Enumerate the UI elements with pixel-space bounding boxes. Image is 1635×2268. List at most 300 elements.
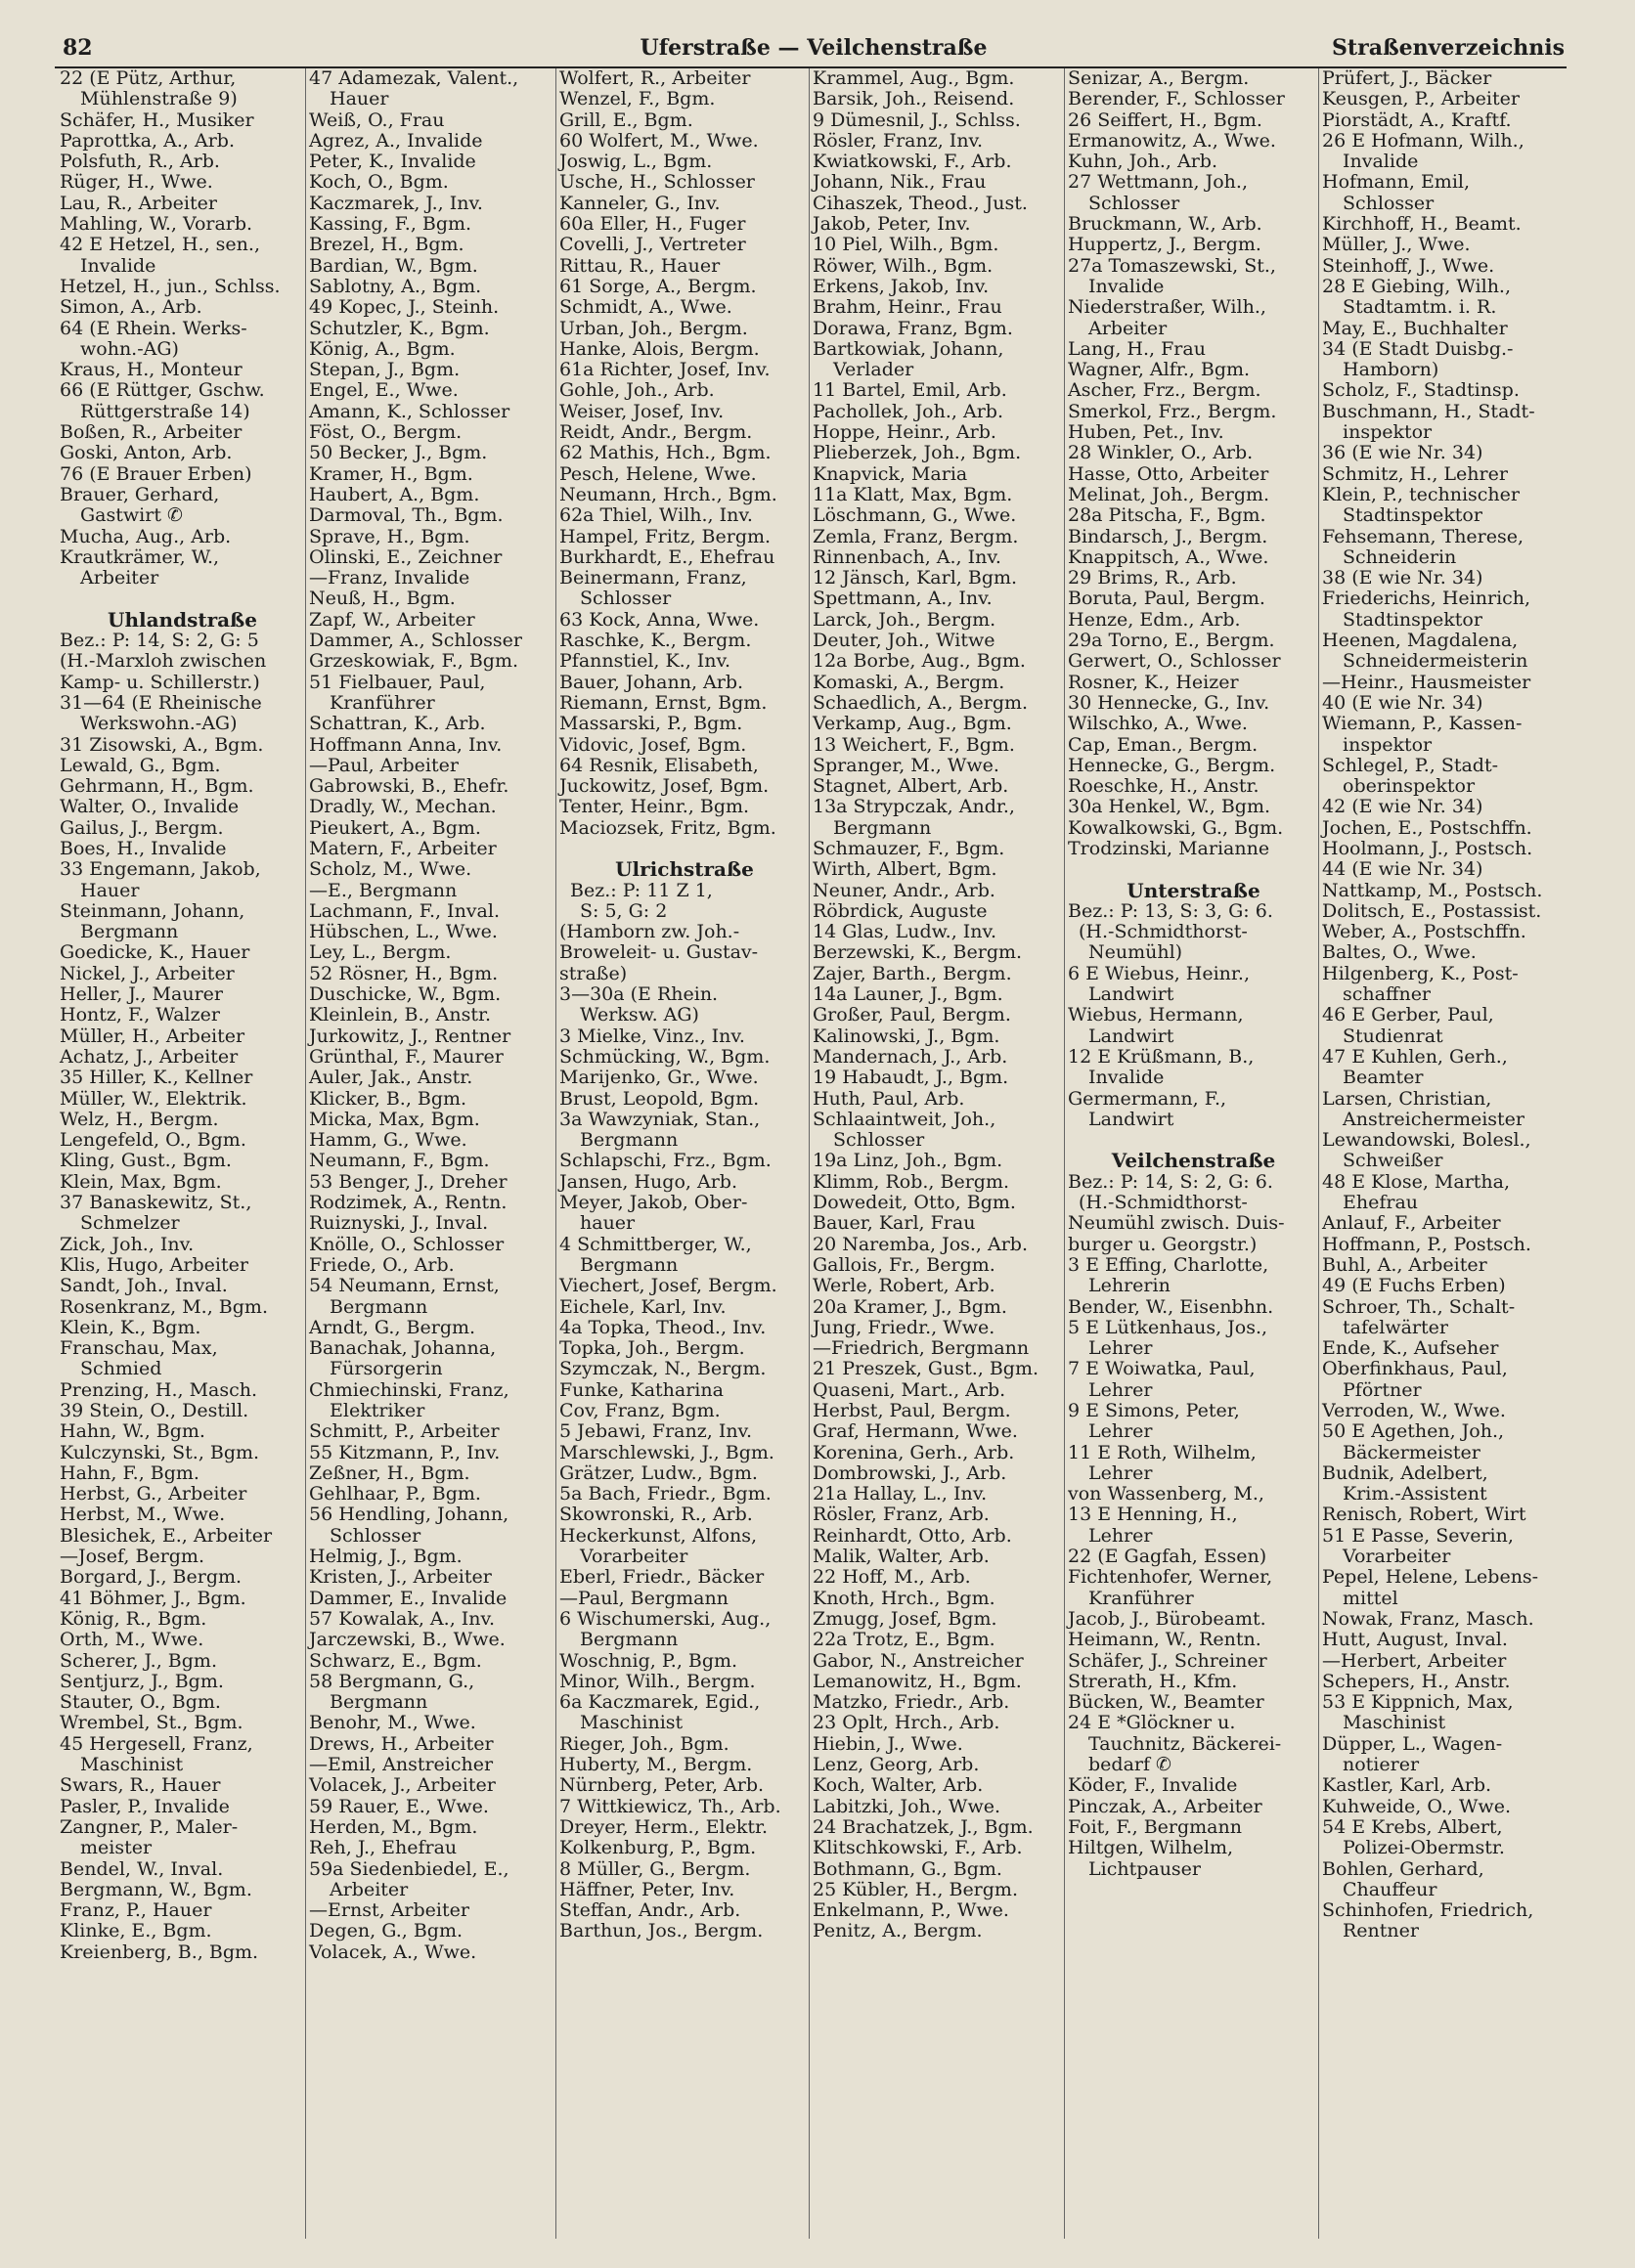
directory-entry: 49 Kopec, J., Steinh. bbox=[309, 297, 500, 319]
directory-entry: Friede, O., Arb. bbox=[309, 1254, 455, 1276]
directory-entry: Niederstraßer, Wilh., bbox=[1068, 297, 1266, 319]
directory-entry: Schlaaintweit, Joh., bbox=[813, 1109, 996, 1130]
directory-entry: Dolitsch, E., Postassist. bbox=[1322, 900, 1542, 922]
directory-entry: Gallois, Fr., Bergm. bbox=[813, 1254, 995, 1276]
directory-entry: Lehrer bbox=[1088, 1338, 1153, 1360]
directory-entry: 28a Pitscha, F., Bgm. bbox=[1068, 505, 1266, 527]
directory-entry: Klein, Max, Bgm. bbox=[60, 1171, 222, 1193]
directory-entry: Hontz, F., Walzer bbox=[60, 1005, 220, 1026]
directory-entry: Kramer, H., Bgm. bbox=[309, 463, 473, 485]
directory-entry: Wiemann, P., Kassen- bbox=[1322, 714, 1523, 735]
directory-entry: Pasler, P., Invalide bbox=[60, 1796, 230, 1817]
directory-entry: Kulczynski, St., Bgm. bbox=[60, 1442, 260, 1463]
directory-entry: 14a Launer, J., Bgm. bbox=[813, 984, 1003, 1006]
directory-entry: Rinnenbach, A., Inv. bbox=[813, 546, 1001, 568]
directory-entry: Scholz, M., Wwe. bbox=[309, 859, 472, 881]
directory-entry: Trodzinski, Marianne bbox=[1068, 838, 1270, 859]
directory-entry: Schlosser bbox=[330, 1525, 421, 1547]
directory-entry: Lehrer bbox=[1088, 1525, 1153, 1547]
directory-entry: —Ernst, Arbeiter bbox=[309, 1900, 469, 1922]
directory-entry: Matzko, Friedr., Arb. bbox=[813, 1692, 1010, 1714]
directory-entry: (H.-Schmidthorst- bbox=[1079, 922, 1248, 943]
directory-entry: Schmauzer, F., Bgm. bbox=[813, 838, 1005, 859]
directory-entry: Lehrer bbox=[1088, 1421, 1153, 1443]
directory-entry: Eberl, Friedr., Bäcker bbox=[559, 1567, 765, 1589]
directory-entry: —Franz, Invalide bbox=[309, 568, 470, 589]
directory-entry: burger u. Georgstr.) bbox=[1068, 1234, 1258, 1255]
directory-entry: Schlosser bbox=[1343, 193, 1435, 214]
directory-entry: Föst, O., Bergm. bbox=[309, 422, 463, 444]
directory-entry: Riemann, Ernst, Bgm. bbox=[559, 692, 768, 714]
directory-entry: Jung, Friedr., Wwe. bbox=[813, 1317, 995, 1338]
directory-entry: Paprottka, A., Arb. bbox=[60, 130, 235, 152]
directory-entry: Bergmann bbox=[580, 1130, 679, 1152]
directory-entry: Juckowitz, Josef, Bgm. bbox=[559, 776, 770, 798]
directory-entry: 31 Zisowski, A., Bgm. bbox=[60, 734, 264, 756]
directory-entry: Lang, H., Frau bbox=[1068, 338, 1206, 360]
directory-entry: Hamborn) bbox=[1343, 360, 1439, 381]
directory-entry: Hutt, August, Inval. bbox=[1322, 1630, 1508, 1651]
directory-entry: Jarczewski, B., Wwe. bbox=[309, 1630, 506, 1651]
directory-entry: Großer, Paul, Bergm. bbox=[813, 1005, 1011, 1026]
directory-entry: meister bbox=[80, 1838, 153, 1859]
directory-entry: Hübschen, L., Wwe. bbox=[309, 922, 498, 943]
directory-entry: Beamter bbox=[1343, 1068, 1424, 1089]
directory-entry: Kanneler, G., Inv. bbox=[559, 193, 721, 214]
directory-entry: 26 E Hofmann, Wilh., bbox=[1322, 130, 1525, 152]
directory-entry: Boruta, Paul, Bergm. bbox=[1068, 589, 1265, 610]
directory-entry: Hahn, F., Bgm. bbox=[60, 1462, 199, 1484]
directory-entry: Sablotny, A., Bgm. bbox=[309, 276, 482, 297]
directory-entry: Bendel, W., Inval. bbox=[60, 1858, 224, 1880]
directory-entry: Neumann, F., Bgm. bbox=[309, 1151, 490, 1172]
directory-entry: 36 (E wie Nr. 34) bbox=[1322, 443, 1483, 464]
directory-entry: Arbeiter bbox=[330, 1879, 409, 1900]
directory-entry: 20 Naremba, Jos., Arb. bbox=[813, 1234, 1029, 1255]
directory-entry: Rösler, Franz, Inv. bbox=[813, 130, 984, 152]
directory-entry: Bergmann bbox=[833, 817, 932, 839]
directory-entry: Darmoval, Th., Bgm. bbox=[309, 505, 504, 527]
directory-entry: Rüttgerstraße 14) bbox=[80, 401, 250, 422]
directory-entry: von Wassenberg, M., bbox=[1068, 1484, 1264, 1505]
directory-entry: Schäfer, J., Schreiner bbox=[1068, 1650, 1267, 1672]
directory-entry: Goedicke, K., Hauer bbox=[60, 942, 250, 964]
directory-entry: Welz, H., Bergm. bbox=[60, 1109, 219, 1130]
directory-entry: Meyer, Jakob, Ober- bbox=[559, 1193, 748, 1214]
directory-entry: 58 Bergmann, G., bbox=[309, 1671, 475, 1692]
directory-entry: Knapvick, Maria bbox=[813, 463, 968, 485]
directory-entry: 54 Neumann, Ernst, bbox=[309, 1276, 500, 1297]
directory-entry: Boßen, R., Arbeiter bbox=[60, 422, 243, 444]
directory-entry: Jurkowitz, J., Rentner bbox=[309, 1025, 511, 1047]
directory-entry: Heenen, Magdalena, bbox=[1322, 631, 1519, 652]
directory-entry: Wagner, Alfr., Bgm. bbox=[1068, 360, 1251, 381]
directory-entry: Heimann, W., Rentn. bbox=[1068, 1630, 1261, 1651]
directory-entry: Bruckmann, W., Arb. bbox=[1068, 214, 1262, 236]
directory-entry: Neumühl) bbox=[1088, 942, 1183, 964]
directory-entry: Volacek, J., Arbeiter bbox=[309, 1775, 496, 1797]
directory-entry: Kling, Gust., Bgm. bbox=[60, 1151, 232, 1172]
directory-entry: Stagnet, Albert, Arb. bbox=[813, 776, 1009, 798]
directory-entry: Lehrer bbox=[1088, 1462, 1153, 1484]
directory-entry: Arndt, G., Bergm. bbox=[309, 1317, 476, 1338]
directory-entry: Grzeskowiak, F., Bgm. bbox=[309, 651, 519, 673]
directory-entry: Jochen, E., Postschffn. bbox=[1322, 817, 1532, 839]
directory-entry: Pfannstiel, K., Inv. bbox=[559, 651, 731, 673]
directory-entry: Bardian, W., Bgm. bbox=[309, 255, 478, 277]
directory-entry: Peter, K., Invalide bbox=[309, 152, 476, 173]
directory-entry: Ascher, Frz., Bergm. bbox=[1068, 380, 1261, 402]
directory-entry: Drews, H., Arbeiter bbox=[309, 1733, 494, 1755]
directory-entry: Henze, Edm., Arb. bbox=[1068, 609, 1241, 631]
directory-entry: Broweleit- u. Gustav- bbox=[559, 942, 759, 964]
directory-entry: Spranger, M., Wwe. bbox=[813, 755, 999, 776]
directory-entry: Schinhofen, Friedrich, bbox=[1322, 1900, 1534, 1922]
directory-entry: Marschlewski, J., Bgm. bbox=[559, 1442, 774, 1463]
directory-entry: Schroer, Th., Schalt- bbox=[1322, 1296, 1516, 1318]
directory-entry: Koch, O., Bgm. bbox=[309, 172, 449, 194]
directory-entry: Müller, H., Arbeiter bbox=[60, 1025, 245, 1047]
directory-entry: Smerkol, Frz., Bergm. bbox=[1068, 401, 1277, 422]
directory-entry: 21 Preszek, Gust., Bgm. bbox=[813, 1359, 1039, 1380]
directory-entry: Banachak, Johanna, bbox=[309, 1338, 497, 1360]
section-title: Straßenverzeichnis bbox=[1332, 35, 1565, 61]
directory-entry: 30a Henkel, W., Bgm. bbox=[1068, 797, 1271, 818]
directory-entry: 60 Wolfert, M., Wwe. bbox=[559, 130, 759, 152]
directory-entry: wohn.-AG) bbox=[80, 338, 179, 360]
directory-entry: Mucha, Aug., Arb. bbox=[60, 526, 232, 547]
directory-entry: Verlader bbox=[833, 360, 914, 381]
directory-entry: Ley, L., Bergm. bbox=[309, 942, 452, 964]
directory-entry: Wolfert, R., Arbeiter bbox=[559, 68, 751, 89]
directory-entry: Franschau, Max, bbox=[60, 1338, 218, 1360]
directory-entry: hauer bbox=[580, 1213, 636, 1235]
page-number: 82 bbox=[63, 35, 93, 61]
directory-entry: Larck, Joh., Bergm. bbox=[813, 609, 996, 631]
directory-entry: —Paul, Bergmann bbox=[559, 1588, 729, 1609]
directory-entry: Schmied bbox=[80, 1359, 162, 1380]
directory-entry: Lachmann, F., Inval. bbox=[309, 900, 500, 922]
directory-entry: 9 E Simons, Peter, bbox=[1068, 1401, 1240, 1421]
directory-entry: Sandt, Joh., Inval. bbox=[60, 1276, 228, 1297]
directory-entry: 49 (E Fuchs Erben) bbox=[1322, 1276, 1506, 1297]
directory-entry: Enkelmann, P., Wwe. bbox=[813, 1900, 1009, 1922]
street-heading: Uhlandstraße bbox=[108, 609, 257, 632]
directory-entry: Quaseni, Mart., Arb. bbox=[813, 1379, 1006, 1401]
directory-entry: Joswig, L., Bgm. bbox=[559, 152, 713, 173]
directory-entry: Düpper, L., Wagen- bbox=[1322, 1733, 1503, 1755]
directory-entry: Erkens, Jakob, Inv. bbox=[813, 276, 990, 297]
directory-entry: Skowronski, R., Arb. bbox=[559, 1505, 753, 1526]
directory-entry: 6 Wischumerski, Aug., bbox=[559, 1608, 772, 1630]
directory-entry: 50 Becker, J., Bgm. bbox=[309, 443, 488, 464]
directory-entry: 22 Hoff, M., Arb. bbox=[813, 1567, 971, 1589]
directory-entry: 22a Trotz, E., Bgm. bbox=[813, 1630, 995, 1651]
directory-entry: 52 Rösner, H., Bgm. bbox=[309, 963, 499, 984]
directory-entry: Wrembel, St., Bgm. bbox=[60, 1713, 243, 1734]
directory-entry: Scholz, F., Stadtinsp. bbox=[1322, 380, 1520, 402]
directory-entry: Barsik, Joh., Reisend. bbox=[813, 89, 1015, 110]
directory-entry: Heckerkunst, Alfons, bbox=[559, 1525, 758, 1547]
directory-entry: Komaski, A., Bergm. bbox=[813, 672, 1005, 693]
directory-entry: 21a Hallay, L., Inv. bbox=[813, 1484, 988, 1505]
directory-entry: Simon, A., Arb. bbox=[60, 297, 202, 319]
directory-entry: Lemanowitz, H., Bgm. bbox=[813, 1671, 1022, 1692]
spacer bbox=[556, 839, 810, 859]
directory-entry: Minor, Wilh., Bergm. bbox=[559, 1671, 756, 1692]
directory-entry: notierer bbox=[1343, 1755, 1420, 1776]
directory-entry: Bauer, Johann, Arb. bbox=[559, 672, 744, 693]
directory-entry: Szymczak, N., Bergm. bbox=[559, 1359, 767, 1380]
directory-entry: Beinermann, Franz, bbox=[559, 568, 747, 589]
directory-entry: Kristen, J., Arbeiter bbox=[309, 1567, 492, 1589]
directory-entry: Dorawa, Franz, Bgm. bbox=[813, 318, 1013, 339]
directory-entry: Kirchhoff, H., Beamt. bbox=[1322, 214, 1522, 236]
directory-entry: 61a Richter, Josef, Inv. bbox=[559, 360, 771, 381]
directory-entry: Verkamp, Aug., Bgm. bbox=[813, 714, 1012, 735]
directory-entry: Maschinist bbox=[580, 1713, 684, 1734]
directory-entry: Achatz, J., Arbeiter bbox=[60, 1046, 239, 1068]
directory-entry: Schaedlich, A., Bergm. bbox=[813, 692, 1029, 714]
directory-entry: 48 E Klose, Martha, bbox=[1322, 1171, 1511, 1193]
directory-entry: Schlapschi, Frz., Bgm. bbox=[559, 1151, 772, 1172]
directory-entry: Verroden, W., Wwe. bbox=[1322, 1401, 1506, 1421]
directory-entry: 19 Habaudt, J., Bgm. bbox=[813, 1068, 1009, 1089]
directory-entry: Huberty, M., Bergm. bbox=[559, 1755, 753, 1776]
directory-entry: schaffner bbox=[1343, 984, 1432, 1006]
directory-entry: Schneidermeisterin bbox=[1343, 651, 1528, 673]
directory-entry: Rieger, Joh., Bgm. bbox=[559, 1733, 729, 1755]
directory-entry: Kalinowski, J., Bgm. bbox=[813, 1025, 1000, 1047]
directory-entry: 6 E Wiebus, Heinr., bbox=[1068, 963, 1250, 984]
spacer bbox=[57, 589, 305, 609]
directory-entry: 13 E Henning, H., bbox=[1068, 1505, 1238, 1526]
directory-entry: —Emil, Anstreicher bbox=[309, 1755, 494, 1776]
directory-entry: Kolkenburg, P., Bgm. bbox=[559, 1838, 757, 1859]
directory-entry: Dowedeit, Otto, Bgm. bbox=[813, 1193, 1016, 1214]
directory-entry: Bergmann bbox=[580, 1630, 679, 1651]
spacer bbox=[1065, 1130, 1319, 1151]
directory-entry: Malik, Walter, Arb. bbox=[813, 1547, 990, 1568]
directory-entry: Schepers, H., Anstr. bbox=[1322, 1671, 1511, 1692]
directory-entry: Rentner bbox=[1343, 1921, 1419, 1942]
directory-entry: Korenina, Gerh., Arb. bbox=[813, 1442, 1015, 1463]
directory-entry: Schmelzer bbox=[80, 1213, 180, 1235]
directory-entry: 44 (E wie Nr. 34) bbox=[1322, 859, 1483, 881]
directory-entry: Stepan, J., Bgm. bbox=[309, 360, 461, 381]
directory-entry: Sentjurz, J., Bgm. bbox=[60, 1671, 224, 1692]
directory-entry: Duschicke, W., Bgm. bbox=[309, 984, 502, 1006]
directory-entry: Klitschkowski, F., Arb. bbox=[813, 1838, 1023, 1859]
directory-entry: Gailus, J., Bergm. bbox=[60, 817, 224, 839]
directory-entry: Borgard, J., Bergm. bbox=[60, 1567, 243, 1589]
directory-entry: Bergmann, W., Bgm. bbox=[60, 1879, 252, 1900]
directory-entry: Sprave, H., Bgm. bbox=[309, 526, 470, 547]
directory-entry: Ermanowitz, A., Wwe. bbox=[1068, 130, 1276, 152]
directory-entry: Viechert, Josef, Bergm. bbox=[559, 1276, 777, 1297]
directory-entry: Wenzel, F., Bgm. bbox=[559, 89, 716, 110]
directory-entry: Herbst, M., Wwe. bbox=[60, 1505, 226, 1526]
directory-entry: Krammel, Aug., Bgm. bbox=[813, 68, 1015, 89]
directory-entry: 24 Brachatzek, J., Bgm. bbox=[813, 1816, 1034, 1838]
directory-entry: 3—30a (E Rhein. bbox=[559, 984, 719, 1006]
directory-entry: Bez.: P: 13, S: 3, G: 6. bbox=[1068, 900, 1273, 922]
directory-entry: Walter, O., Invalide bbox=[60, 797, 240, 818]
directory-entry: 29a Torno, E., Bergm. bbox=[1068, 631, 1275, 652]
directory-entry: Kassing, F., Bgm. bbox=[309, 214, 472, 236]
directory-entry: Franz, P., Hauer bbox=[60, 1900, 212, 1922]
directory-entry: Heller, J., Maurer bbox=[60, 984, 223, 1006]
directory-entry: Lehrerin bbox=[1088, 1276, 1171, 1297]
directory-entry: König, A., Bgm. bbox=[309, 338, 456, 360]
directory-entry: Schmidt, A., Wwe. bbox=[559, 297, 732, 319]
directory-entry: Pinczak, A., Arbeiter bbox=[1068, 1796, 1262, 1817]
directory-entry: Deuter, Joh., Witwe bbox=[813, 631, 995, 652]
directory-entry: Mühlenstraße 9) bbox=[80, 89, 238, 110]
directory-entry: Chauffeur bbox=[1343, 1879, 1437, 1900]
directory-entry: Gerwert, O., Schlosser bbox=[1068, 651, 1281, 673]
directory-entry: Polizei-Obermstr. bbox=[1343, 1838, 1505, 1859]
directory-entry: 7 Wittkiewicz, Th., Arb. bbox=[559, 1796, 781, 1817]
directory-entry: 31—64 (E Rheinische bbox=[60, 692, 262, 714]
directory-entry: Cap, Eman., Bergm. bbox=[1068, 734, 1259, 756]
directory-entry: Pförtner bbox=[1343, 1379, 1422, 1401]
directory-entry: Herbst, Paul, Bergm. bbox=[813, 1401, 1011, 1421]
directory-entry: 53 Benger, J., Dreher bbox=[309, 1171, 508, 1193]
directory-entry: Bergmann bbox=[330, 1692, 428, 1714]
directory-entry: 11a Klatt, Max, Bgm. bbox=[813, 484, 1013, 505]
directory-entry: Rosner, K., Heizer bbox=[1068, 672, 1239, 693]
directory-entry: Agrez, A., Invalide bbox=[309, 130, 483, 152]
directory-entry: Kuhweide, O., Wwe. bbox=[1322, 1796, 1511, 1817]
directory-entry: Zmugg, Josef, Bgm. bbox=[813, 1608, 997, 1630]
directory-entry: Nattkamp, M., Postsch. bbox=[1322, 880, 1543, 901]
directory-entry: Schutzler, K., Bgm. bbox=[309, 318, 490, 339]
directory-entry: Invalide bbox=[80, 255, 156, 277]
directory-entry: Blesichek, E., Arbeiter bbox=[60, 1525, 273, 1547]
page-header bbox=[63, 35, 1565, 68]
directory-entry: Kamp- u. Schillerstr.) bbox=[60, 672, 260, 693]
directory-entry: 29 Brims, R., Arb. bbox=[1068, 568, 1237, 589]
directory-entry: 47 Adamezak, Valent., bbox=[309, 68, 519, 89]
directory-entry: 51 E Passe, Severin, bbox=[1322, 1525, 1514, 1547]
directory-entry: 53 E Kippnich, Max, bbox=[1322, 1692, 1514, 1714]
directory-entry: Kleinlein, B., Anstr. bbox=[309, 1005, 492, 1026]
directory-entry: Mahling, W., Vorarb. bbox=[60, 214, 253, 236]
directory-entry: 59 Rauer, E., Wwe. bbox=[309, 1796, 489, 1817]
directory-entry: 6a Kaczmarek, Egid., bbox=[559, 1692, 761, 1714]
directory-entry: Boes, H., Invalide bbox=[60, 838, 227, 859]
directory-entry: Olinski, E., Zeichner bbox=[309, 546, 503, 568]
directory-entry: 28 Winkler, O., Arb. bbox=[1068, 443, 1254, 464]
directory-entry: Lengefeld, O., Bgm. bbox=[60, 1130, 246, 1152]
directory-entry: Bauer, Karl, Frau bbox=[813, 1213, 976, 1235]
directory-column-4 bbox=[809, 68, 1065, 2239]
directory-entry: 3 E Effing, Charlotte, bbox=[1068, 1254, 1269, 1276]
directory-entry: Hiltgen, Wilhelm, bbox=[1068, 1838, 1234, 1859]
directory-columns bbox=[57, 68, 1565, 2239]
directory-entry: Dammer, E., Invalide bbox=[309, 1588, 508, 1609]
directory-entry: 33 Engemann, Jakob, bbox=[60, 859, 261, 881]
directory-entry: Hennecke, G., Bergm. bbox=[1068, 755, 1276, 776]
directory-entry: Anlauf, F., Arbeiter bbox=[1322, 1213, 1501, 1235]
directory-entry: 64 Resnik, Elisabeth, bbox=[559, 755, 759, 776]
directory-entry: Steinmann, Johann, bbox=[60, 900, 245, 922]
directory-entry: Spettmann, A., Inv. bbox=[813, 589, 993, 610]
directory-entry: Neumühl zwisch. Duis- bbox=[1068, 1213, 1285, 1235]
directory-entry: 50 E Agethen, Joh., bbox=[1322, 1421, 1505, 1443]
directory-entry: 27 Wettmann, Joh., bbox=[1068, 172, 1248, 194]
directory-entry: Schweißer bbox=[1343, 1151, 1443, 1172]
directory-entry: 45 Hergesell, Franz, bbox=[60, 1733, 253, 1755]
directory-entry: Arbeiter bbox=[1088, 318, 1168, 339]
directory-entry: Dombrowski, J., Arb. bbox=[813, 1462, 1007, 1484]
directory-column-3 bbox=[555, 68, 810, 2239]
directory-entry: Häffner, Peter, Inv. bbox=[559, 1879, 735, 1900]
directory-entry: Swars, R., Hauer bbox=[60, 1775, 221, 1797]
directory-entry: 34 (E Stadt Duisbg.- bbox=[1322, 338, 1514, 360]
directory-entry: 22 (E Pütz, Arthur, bbox=[60, 68, 237, 89]
directory-entry: Engel, E., Wwe. bbox=[309, 380, 459, 402]
directory-entry: Urban, Joh., Bergm. bbox=[559, 318, 748, 339]
directory-entry: 26 Seiffert, H., Bgm. bbox=[1068, 109, 1262, 131]
directory-entry: 61 Sorge, A., Bergm. bbox=[559, 276, 757, 297]
directory-entry: Schwarz, E., Bgm. bbox=[309, 1650, 482, 1672]
directory-entry: Dreyer, Herm., Elektr. bbox=[559, 1816, 769, 1838]
directory-entry: Scherer, J., Bgm. bbox=[60, 1650, 217, 1672]
directory-entry: Gastwirt ✆ bbox=[80, 505, 183, 527]
directory-entry: Vidovic, Josef, Bgm. bbox=[559, 734, 747, 756]
directory-entry: Budnik, Adelbert, bbox=[1322, 1462, 1488, 1484]
directory-column-2 bbox=[305, 68, 556, 2239]
directory-entry: Penitz, A., Bergm. bbox=[813, 1921, 983, 1942]
directory-entry: 23 Oplt, Hrch., Arb. bbox=[813, 1713, 1000, 1734]
directory-column-1 bbox=[57, 68, 305, 2239]
directory-entry: 62 Mathis, Hch., Bgm. bbox=[559, 443, 772, 464]
street-heading: Veilchenstraße bbox=[1111, 1151, 1276, 1172]
directory-entry: Bohlen, Gerhard, bbox=[1322, 1858, 1484, 1880]
directory-entry: Zapf, W., Arbeiter bbox=[309, 609, 475, 631]
directory-entry: Pieukert, A., Bgm. bbox=[309, 817, 481, 839]
directory-entry: 20a Kramer, J., Bgm. bbox=[813, 1296, 1007, 1318]
directory-entry: Degen, G., Bgm. bbox=[309, 1921, 464, 1942]
directory-entry: Hampel, Fritz, Bergm. bbox=[559, 526, 772, 547]
directory-entry: Steffan, Andr., Arb. bbox=[559, 1900, 741, 1922]
directory-entry: Stadtinspektor bbox=[1343, 505, 1482, 527]
directory-entry: Landwirt bbox=[1088, 1109, 1174, 1130]
directory-entry: Klimm, Rob., Bergm. bbox=[813, 1171, 1009, 1193]
directory-entry: Renisch, Robert, Wirt bbox=[1322, 1505, 1526, 1526]
directory-entry: 3a Wawzyniak, Stan., bbox=[559, 1109, 761, 1130]
directory-entry: 56 Hendling, Johann, bbox=[309, 1505, 509, 1526]
directory-entry: Larsen, Christian, bbox=[1322, 1088, 1492, 1110]
directory-entry: Helmig, J., Bgm. bbox=[309, 1547, 463, 1568]
directory-entry: Gohle, Joh., Arb. bbox=[559, 380, 715, 402]
directory-entry: Stadtinspektor bbox=[1343, 609, 1482, 631]
directory-entry: Raschke, K., Bergm. bbox=[559, 631, 752, 652]
directory-entry: Herbst, G., Arbeiter bbox=[60, 1484, 247, 1505]
directory-entry: Kreienberg, B., Bgm. bbox=[60, 1941, 259, 1963]
directory-entry: Weiser, Josef, Inv. bbox=[559, 401, 725, 422]
directory-entry: Bez.: P: 11 Z 1, bbox=[570, 880, 713, 901]
directory-entry: Maciozsek, Fritz, Bgm. bbox=[559, 817, 776, 839]
directory-entry: Pachollek, Joh., Arb. bbox=[813, 401, 1003, 422]
directory-entry: 11 Bartel, Emil, Arb. bbox=[813, 380, 1007, 402]
directory-entry: Nickel, J., Arbeiter bbox=[60, 963, 235, 984]
directory-entry: Nowak, Franz, Masch. bbox=[1322, 1608, 1534, 1630]
directory-entry: —Herbert, Arbeiter bbox=[1322, 1650, 1507, 1672]
directory-entry: Studienrat bbox=[1343, 1025, 1443, 1047]
